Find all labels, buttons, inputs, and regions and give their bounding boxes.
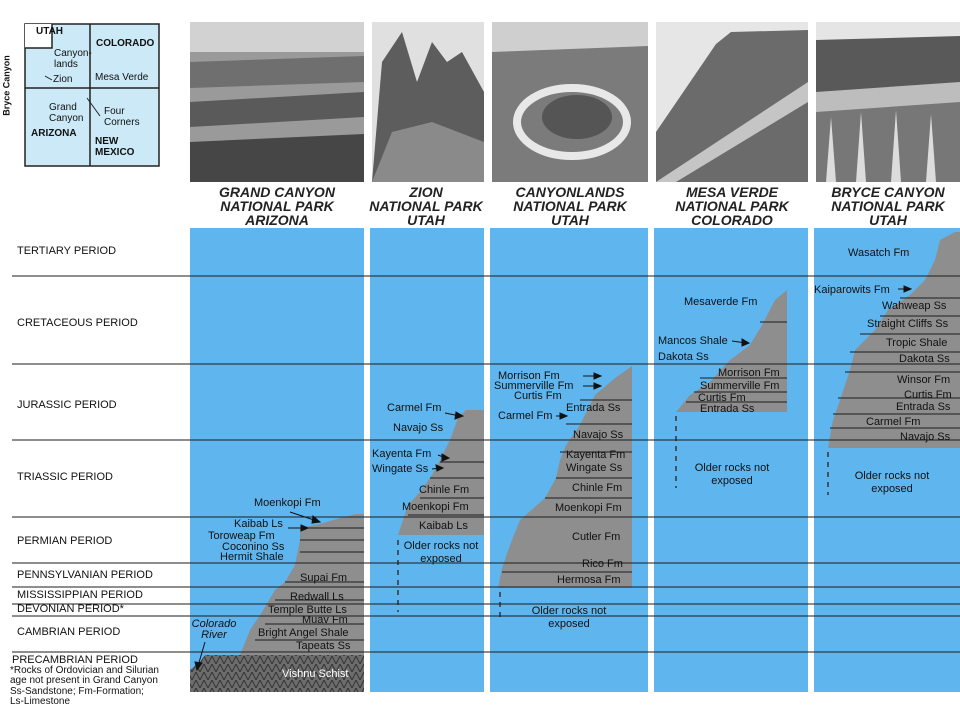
fm-gc-tapeats: Tapeats Ss: [296, 640, 351, 652]
park-title-line: UTAH: [407, 212, 445, 228]
fm-cl-hermosa: Hermosa Fm: [557, 574, 621, 586]
fm-bc-curtis: Curtis Fm: [904, 389, 952, 401]
map-place-mesa-verde: Mesa Verde: [95, 72, 149, 83]
park-title-line: CANYONLANDS: [515, 184, 625, 200]
fm-mv-mancos: Mancos Shale: [658, 335, 728, 347]
fm-bc-dakota: Dakota Ss: [899, 353, 950, 365]
park-title-line: UTAH: [869, 212, 907, 228]
footnote-line: age not present in Grand Canyon: [10, 675, 158, 686]
fm-cl-kayenta: Kayenta Fm: [566, 449, 626, 461]
fm-gc-muav: Muav Fm: [302, 614, 348, 626]
fm-cl-moenkopi: Moenkopi Fm: [555, 502, 622, 514]
fm-gc-vishnu: Vishnu Schist: [282, 668, 349, 680]
map-state-arizona: ARIZONA: [31, 128, 77, 139]
park-title-line: ZION: [409, 184, 443, 200]
fm-zion-carmel: Carmel Fm: [387, 402, 442, 414]
fm-cl-entrada: Entrada Ss: [566, 402, 621, 414]
footnote-line: *Rocks of Ordovician and Silurian: [10, 665, 159, 676]
note-mv-older: Older rocks not exposed: [694, 462, 770, 487]
fm-mv-morrison: Morrison Fm: [718, 367, 780, 379]
fm-gc-temple-butte: Temple Butte Ls: [268, 604, 347, 616]
fm-mv-curtis: Curtis Fm: [698, 392, 746, 404]
fm-bc-wasatch: Wasatch Fm: [848, 247, 910, 259]
park-title-line: NATIONAL PARK: [675, 198, 789, 214]
fm-bc-straight-cliffs: Straight Cliffs Ss: [867, 318, 949, 330]
fm-bc-kaiparowits: Kaiparowits Fm: [814, 284, 890, 296]
fm-bc-carmel: Carmel Fm: [866, 416, 921, 428]
note-cl-older: Older rocks not exposed: [531, 605, 607, 630]
fm-gc-colorado-river: [188, 619, 240, 641]
fm-mv-mesaverde: Mesaverde Fm: [684, 296, 758, 308]
park-title-line: NATIONAL PARK: [369, 198, 483, 214]
map-state-colorado: COLORADO: [96, 38, 155, 49]
park-title-line: UTAH: [551, 212, 589, 228]
fm-gc-moenkopi: Moenkopi Fm: [254, 497, 321, 509]
fm-bc-entrada: Entrada Ss: [896, 401, 951, 413]
period-permian: PERMIAN PERIOD: [17, 535, 113, 547]
fm-mv-entrada: Entrada Ss: [700, 403, 755, 415]
fm-zion-chinle: Chinle Fm: [419, 484, 470, 496]
period-cambrian: CAMBRIAN PERIOD: [17, 626, 121, 638]
fm-cl-morrison: Morrison Fm: [498, 370, 560, 382]
colorado-river-label: Colorado River: [191, 618, 237, 641]
fm-zion-kaibab: Kaibab Ls: [419, 520, 468, 532]
fm-cl-navajo: Navajo Ss: [573, 429, 624, 441]
period-triassic: TRIASSIC PERIOD: [17, 471, 113, 483]
period-tertiary: TERTIARY PERIOD: [17, 245, 117, 257]
park-title-line: GRAND CANYON: [219, 184, 335, 200]
fm-zion-moenkopi: Moenkopi Fm: [402, 501, 469, 513]
fm-zion-wingate: Wingate Ss: [372, 463, 429, 475]
map-place-zion: Zion: [53, 74, 73, 85]
period-precambrian: PRECAMBRIAN PERIOD: [12, 654, 138, 666]
period-jurassic: JURASSIC PERIOD: [17, 399, 117, 411]
map-state-utah: UTAH: [36, 26, 64, 37]
fm-cl-curtis: Curtis Fm: [514, 390, 562, 402]
park-title-line: MESA VERDE: [685, 184, 779, 200]
park-title-line: NATIONAL PARK: [513, 198, 627, 214]
park-title-line: NATIONAL PARK: [220, 198, 334, 214]
fm-cl-rico: Rico Fm: [582, 558, 623, 570]
fm-cl-wingate: Wingate Ss: [566, 462, 623, 474]
fm-bc-tropic: Tropic Shale: [886, 337, 948, 349]
fm-zion-kayenta: Kayenta Fm: [372, 448, 432, 460]
note-zion-older: Older rocks not exposed: [403, 540, 479, 565]
fm-gc-toroweap: Toroweap Fm: [208, 530, 275, 542]
fm-mv-summerville: Summerville Fm: [700, 380, 780, 392]
period-mississippian: MISSISSIPPIAN PERIOD: [17, 589, 143, 601]
fm-cl-summerville: Summerville Fm: [494, 380, 574, 392]
fm-bc-navajo: Navajo Ss: [900, 431, 951, 443]
period-devonian: DEVONIAN PERIOD*: [17, 603, 124, 615]
footnote-line: Ls-Limestone: [10, 696, 71, 707]
fm-gc-coconino: Coconino Ss: [222, 541, 285, 553]
park-title-line: COLORADO: [691, 212, 773, 228]
map-place-grand-canyon: Grand Canyon: [49, 102, 84, 124]
map-place-canyonlands: Canyon-lands: [54, 48, 92, 70]
footnote-line: Ss-Sandstone; Fm-Formation;: [10, 686, 144, 697]
fm-gc-hermit: Hermit Shale: [220, 551, 284, 563]
park-title-line: NATIONAL PARK: [831, 198, 945, 214]
fm-bc-winsor: Winsor Fm: [897, 374, 951, 386]
fm-cl-cutler: Cutler Fm: [572, 531, 621, 543]
map-place-four-corners: Four Corners: [104, 106, 140, 128]
park-title-line: ARIZONA: [245, 212, 309, 228]
fm-zion-navajo: Navajo Ss: [393, 422, 444, 434]
note-bc-older: Older rocks not exposed: [854, 470, 930, 495]
map-bryce-label: Bryce Canyon: [1, 55, 12, 116]
fm-gc-redwall: Redwall Ls: [290, 591, 344, 603]
fm-bc-wahweap: Wahweap Ss: [882, 300, 947, 312]
fm-gc-supai: Supai Fm: [300, 572, 348, 584]
park-title-line: BRYCE CANYON: [831, 184, 945, 200]
fm-gc-bright-angel: Bright Angel Shale: [258, 627, 349, 639]
fm-gc-kaibab: Kaibab Ls: [234, 518, 283, 530]
map-state-new-mexico: NEW MEXICO: [95, 136, 135, 158]
fm-mv-dakota: Dakota Ss: [658, 351, 709, 363]
period-pennsylvanian: PENNSYLVANIAN PERIOD: [17, 569, 153, 581]
period-cretaceous: CRETACEOUS PERIOD: [17, 317, 138, 329]
fm-cl-chinle: Chinle Fm: [572, 482, 623, 494]
fm-cl-carmel: Carmel Fm: [498, 410, 553, 422]
